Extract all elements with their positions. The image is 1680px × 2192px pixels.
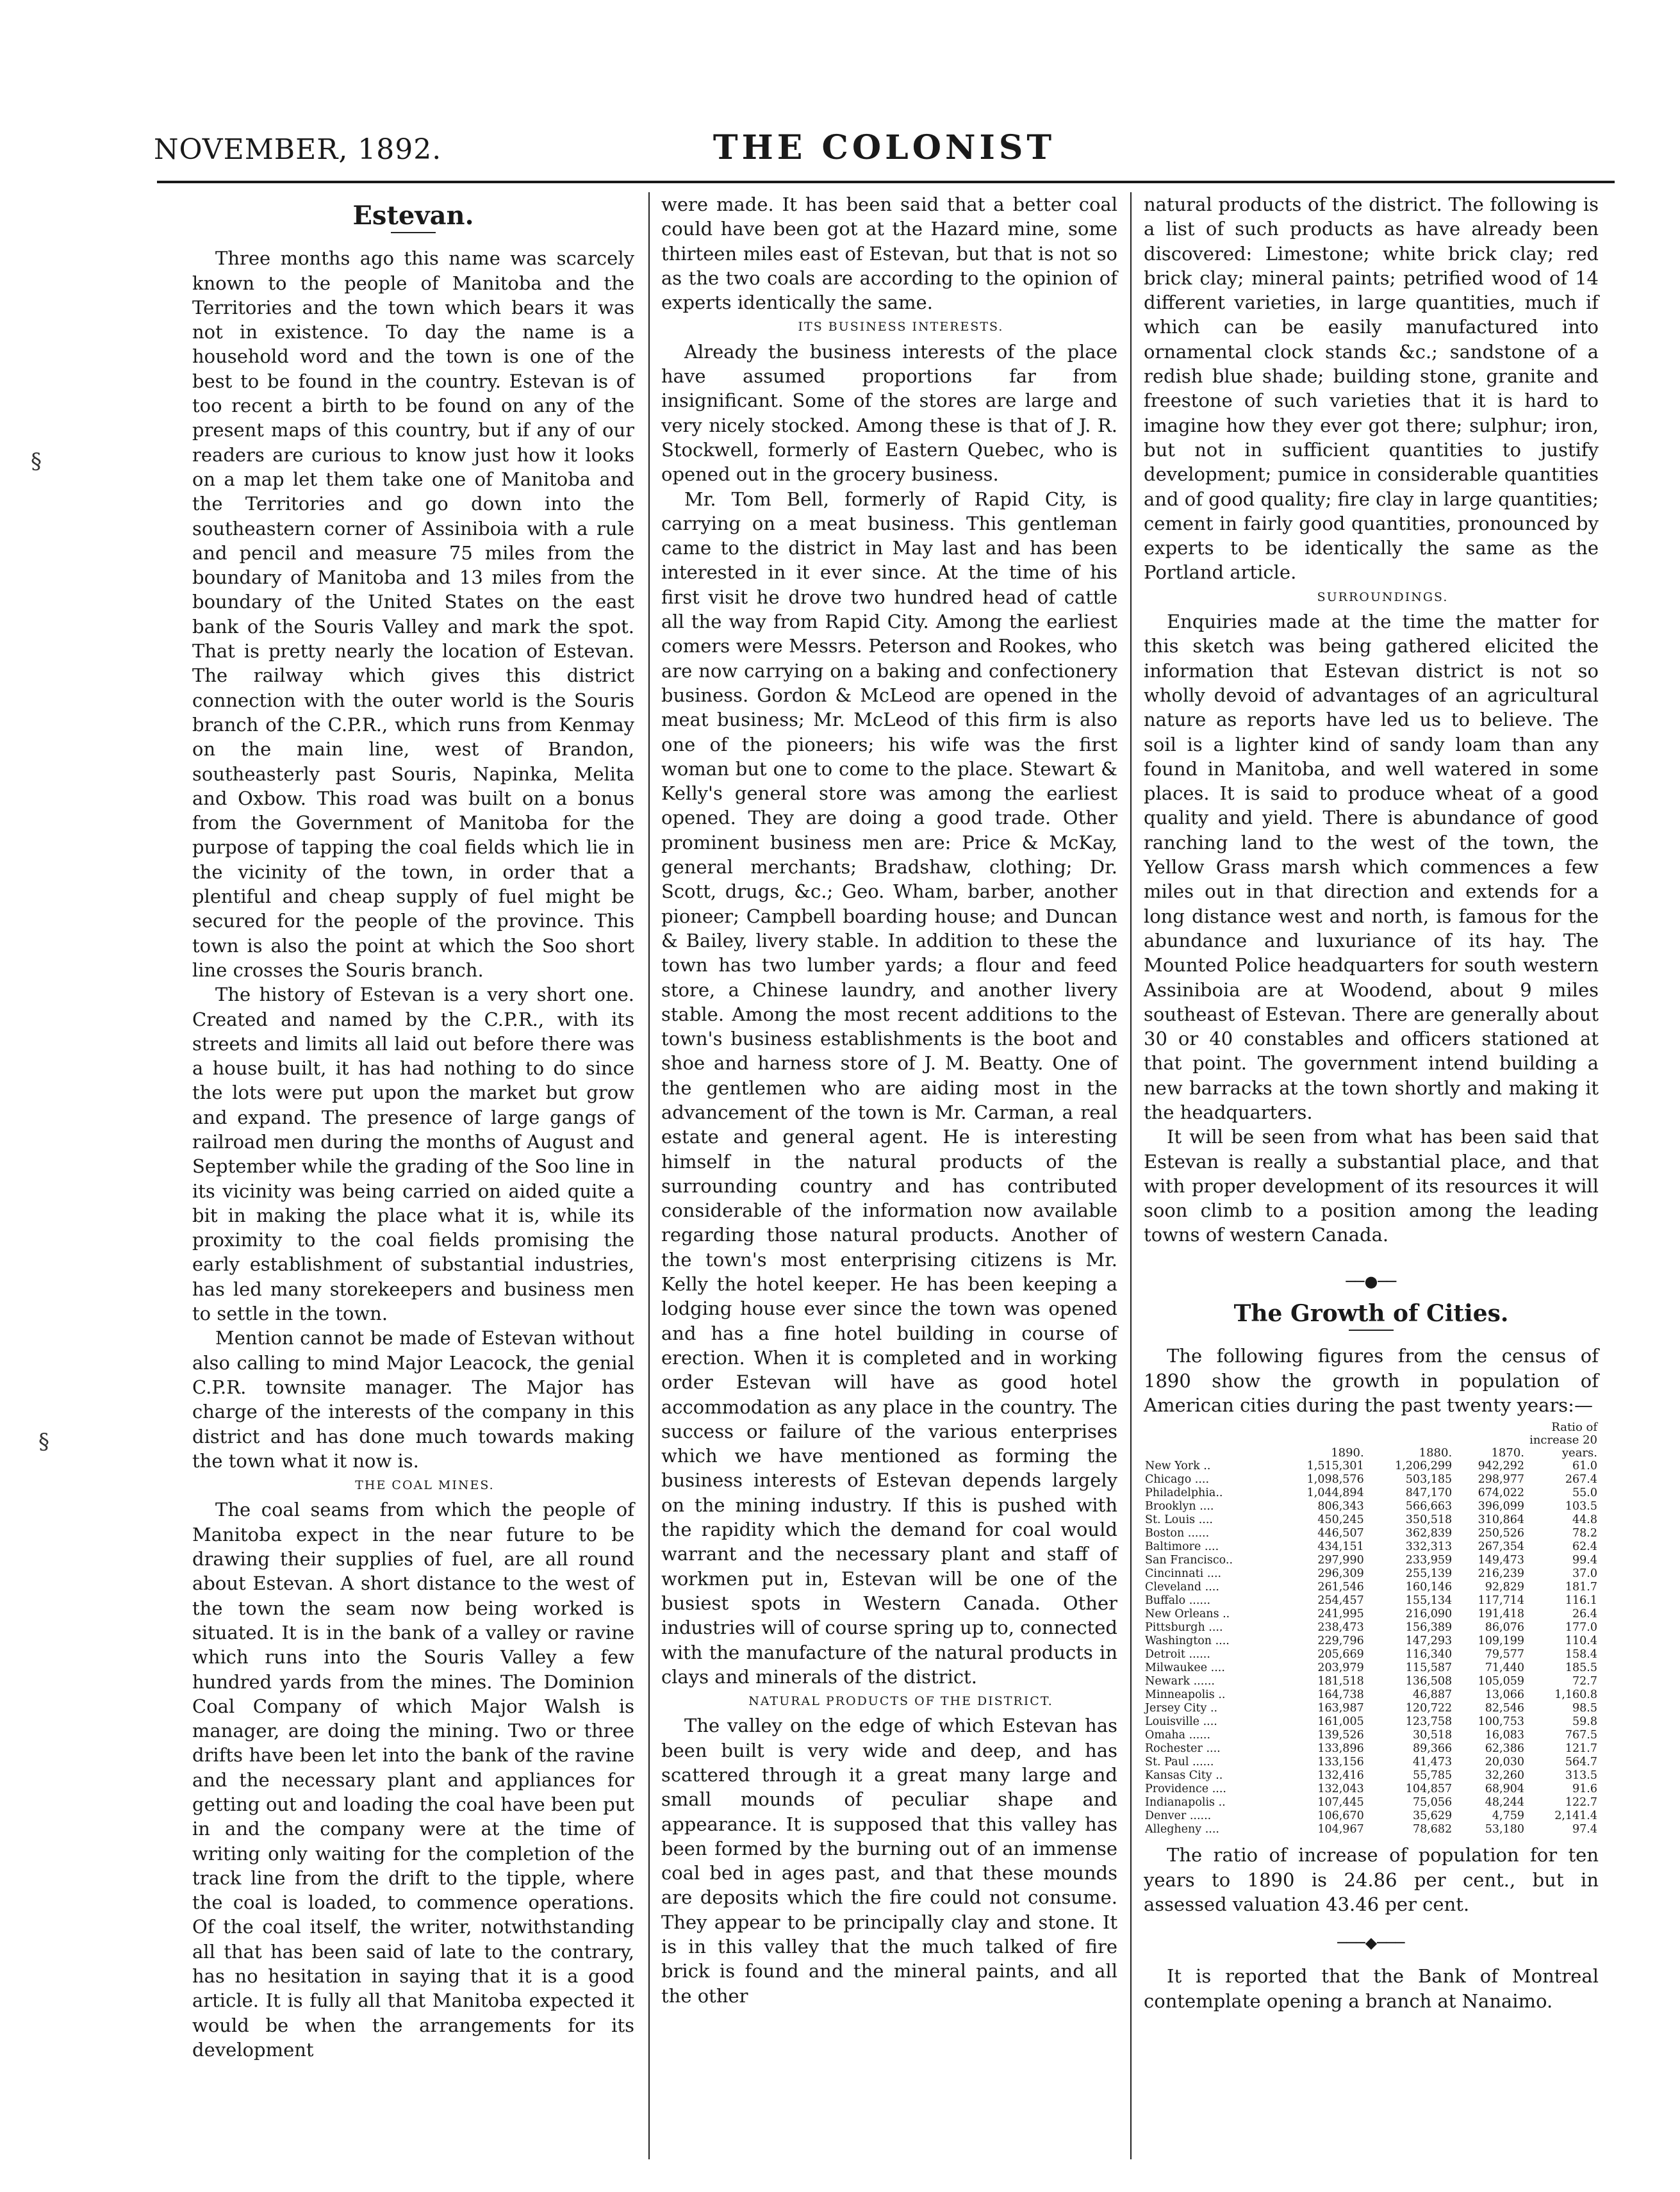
table-row	[1144, 1769, 1599, 1783]
population-cell: 98.5	[1572, 1702, 1597, 1715]
population-cell: 362,839	[1405, 1527, 1453, 1540]
population-cell: 41,473	[1412, 1756, 1453, 1769]
table-row	[1144, 1648, 1599, 1661]
population-cell: 205,669	[1317, 1648, 1364, 1661]
table-row	[1144, 1783, 1599, 1796]
city-name-cell: Louisville ....	[1145, 1715, 1217, 1729]
population-cell: 91.6	[1572, 1783, 1597, 1796]
column-header	[1144, 1421, 1277, 1460]
column-3	[1144, 192, 1599, 2013]
table-row	[1144, 1608, 1599, 1621]
population-cell: 30,518	[1412, 1729, 1453, 1742]
paragraph: Three months ago this name was scarcely known to the people of Manitoba and the Territories and the town which bears it was not in existence. To day the name is a household word and the town is one of the best to be found in the country. Estevan is of too recent a birth to be found on any of the present maps of this country, but if any of our readers are curious to know just how it looks on a map let them take one of Manitoba and the Territories and go down into the southeastern corner of Assiniboia with a rule and pencil and measure 75 miles from the boundary of Manitoba and 13 miles from the boundary of the United States on the east bank of the Souris Valley and mark the spot. That is pretty nearly the location of Estevan. The railway which gives this district connection with the outer world is the Souris branch of the C.P.R., which runs from Kenmay on the main line, west of Brandon, southeasterly past Souris, Napinka, Melita and Oxbow. This road was built on a bonus from the Government of Manitoba for the purpose of tapping the coal fields which lie in the vicinity of the town, in order that a plentiful and cheap supply of fuel might be secured for the people of the province. This town is also the point at which the Soo short line crosses the Souris branch.	[192, 247, 634, 981]
population-cell: 261,546	[1317, 1581, 1364, 1594]
population-cell: 161,005	[1317, 1715, 1364, 1729]
column-header: 1880.	[1419, 1446, 1453, 1460]
subheading: ITS BUSINESS INTERESTS.	[798, 320, 1004, 334]
city-name-cell: New York ..	[1145, 1460, 1211, 1473]
city-name-cell: Washington ....	[1145, 1635, 1230, 1648]
population-cell: 1,098,576	[1306, 1473, 1364, 1487]
population-cell: 107,445	[1317, 1796, 1364, 1809]
table-row	[1144, 1567, 1599, 1581]
population-cell: 191,418	[1478, 1608, 1524, 1621]
population-cell: 72.7	[1572, 1675, 1597, 1688]
population-cell: 241,995	[1317, 1608, 1364, 1621]
table-row	[1144, 1635, 1599, 1648]
population-cell: 62.4	[1572, 1540, 1597, 1554]
city-name-cell: Cleveland ....	[1145, 1581, 1219, 1594]
population-cell: 48,244	[1485, 1796, 1524, 1809]
population-cell: 78,682	[1412, 1823, 1453, 1836]
table-row	[1144, 1796, 1599, 1809]
table-row	[1144, 1661, 1599, 1675]
population-cell: 68,904	[1485, 1783, 1524, 1796]
population-cell: 332,313	[1405, 1540, 1453, 1554]
table-row	[1144, 1742, 1599, 1756]
header-rule	[157, 181, 1615, 183]
population-cell: 32,260	[1485, 1769, 1524, 1783]
population-cell: 149,473	[1478, 1554, 1524, 1567]
column-1	[192, 192, 634, 2062]
population-cell: 313.5	[1565, 1769, 1597, 1783]
table-row	[1144, 1473, 1599, 1487]
population-cell: 566,663	[1405, 1500, 1453, 1513]
population-cell: 99.4	[1572, 1554, 1597, 1567]
population-cell: 103.5	[1565, 1500, 1597, 1513]
table-header-row	[1144, 1421, 1599, 1460]
population-cell: 71,440	[1485, 1661, 1524, 1675]
population-cell: 106,670	[1317, 1809, 1364, 1823]
city-name-cell: St. Louis ....	[1145, 1513, 1213, 1527]
population-cell: 109,199	[1478, 1635, 1524, 1648]
population-cell: 120,722	[1405, 1702, 1453, 1715]
table-row	[1144, 1675, 1599, 1688]
margin-smudge: §	[31, 449, 42, 474]
population-cell: 16,083	[1485, 1729, 1524, 1742]
population-cell: 160,146	[1405, 1581, 1453, 1594]
column-header: 1870.	[1491, 1446, 1524, 1460]
subheading: NATURAL PRODUCTS OF THE DISTRICT.	[748, 1694, 1053, 1709]
population-cell: 1,515,301	[1306, 1460, 1364, 1473]
paragraph: Mention cannot be made of Estevan without also calling to mind Major Leacock, the genial C.P.R. townsite manager. The Major has charge of the interests of the company in this district and has done much towards making the town what it now is.	[192, 1327, 634, 1472]
table-row	[1144, 1729, 1599, 1742]
population-cell: 116.1	[1565, 1594, 1597, 1608]
population-cell: 46,887	[1412, 1688, 1453, 1702]
population-cell: 139,526	[1317, 1729, 1364, 1742]
table-row	[1144, 1487, 1599, 1500]
table-row	[1144, 1621, 1599, 1635]
population-cell: 164,738	[1317, 1688, 1364, 1702]
population-cell: 450,245	[1317, 1513, 1364, 1527]
page-header	[154, 128, 1615, 173]
population-cell: 55.0	[1572, 1487, 1597, 1500]
table-row	[1144, 1527, 1599, 1540]
city-name-cell: Newark ......	[1145, 1675, 1215, 1688]
population-cell: 1,206,299	[1395, 1460, 1453, 1473]
city-name-cell: Rochester ....	[1145, 1742, 1221, 1756]
city-name-cell: Milwaukee ....	[1145, 1661, 1225, 1675]
population-cell: 674,022	[1478, 1487, 1524, 1500]
population-cell: 942,292	[1478, 1460, 1524, 1473]
city-name-cell: Brooklyn ....	[1145, 1500, 1214, 1513]
census-table	[1144, 1421, 1599, 1836]
population-cell: 296,309	[1317, 1567, 1364, 1581]
paragraph: The history of Estevan is a very short one. Created and named by the C.P.R., with its streets and limits all laid out before there was a house built, it has had nothing to do since the lots were put upon the market but grow and expand. The presence of large gangs of railroad men during the months of August and September while the grading of the Soo line in its vicinity was being carried on aided quite a bit in making the place what it is, while its proximity to the coal fields promising the early establishment of substantial industries, has led many storekeepers and business men to settle in the town.	[192, 984, 634, 1325]
city-name-cell: Indianapolis ..	[1145, 1796, 1226, 1809]
population-cell: 13,066	[1485, 1688, 1524, 1702]
city-name-cell: Minneapolis ..	[1145, 1688, 1226, 1702]
paragraph: natural products of the district. The following is a list of such products as have already been discovered: Limestone; white brick clay; red brick clay; mineral paints; petrified wood of 14 different varieties, in large quantities, much if which can be easily manufactured into ornamental clock stands &c.; sandstone of a redish blue shade; building stone, granite and freestone of such varieties that it is hard to imagine how they ever got there; sulphur; iron, but not in sufficient quantities to justify development; pumice in considerable quantities and of good quality; fire clay in large quantities; cement in fairly good quantities, pronounced by experts to be identically the same as the Portland article.	[1144, 194, 1599, 584]
population-cell: 155,134	[1405, 1594, 1453, 1608]
population-cell: 238,473	[1317, 1621, 1364, 1635]
table-row	[1144, 1809, 1599, 1823]
population-cell: 55,785	[1412, 1769, 1453, 1783]
city-name-cell: San Francisco..	[1145, 1554, 1233, 1567]
population-cell: 310,864	[1478, 1513, 1524, 1527]
population-cell: 59.8	[1572, 1715, 1597, 1729]
population-cell: 216,090	[1405, 1608, 1453, 1621]
city-name-cell: Cincinnati ....	[1145, 1567, 1222, 1581]
population-cell: 233,959	[1405, 1554, 1453, 1567]
population-cell: 75,056	[1412, 1796, 1453, 1809]
population-cell: 158.4	[1565, 1648, 1597, 1661]
population-cell: 254,457	[1317, 1594, 1364, 1608]
paragraph: The coal seams from which the people of Manitoba expect in the near future to be drawing their supplies of fuel, are all round about Estevan. A short distance to the west of the town the seam now being worked is situated. It is in the bank of a valley or ravine which runs into the Souris Valley a few hundred yards from the mines. The Dominion Coal Company of which Major Walsh is manager, are doing the mining. Two or three drifts have been let into the bank of the ravine and the necessary plant and appliances for getting out and loading the coal have been put in and the company were at the time of writing only waiting for the completion of the track line from the drift to the tipple, where the coal is loaded, to commence operations. Of the coal itself, the writer, notwithstanding all that has been said of late to the contrary, has no hesitation in saying that it is a good article. It is fully all that Manitoba expected it would be when the arrangements for its development	[192, 1499, 634, 2061]
table-row	[1144, 1500, 1599, 1513]
ornament-divider: ───◆───	[1337, 1934, 1405, 1952]
population-cell: 78.2	[1572, 1527, 1597, 1540]
population-cell: 115,587	[1405, 1661, 1453, 1675]
table-row	[1144, 1823, 1599, 1836]
paragraph: The valley on the edge of which Estevan has been built is very wide and deep, and has scattered through it a great many large and small mounds of peculiar shape and appearance. It is supposed that this valley has been formed by the burning out of an immense coal bed in ages past, and that these mounds are deposits which the fire could not consume. They appear to be principally clay and stone. It is in this valley that the much talked of fire brick is found and the mineral paints, and all the other	[661, 1715, 1117, 2007]
city-name-cell: New Orleans ..	[1145, 1608, 1230, 1621]
column-2	[661, 192, 1117, 2008]
city-name-cell: Pittsburgh ....	[1145, 1621, 1223, 1635]
paragraph: Already the business interests of the place have assumed proportions far from insignificant. Some of the stores are large and very nicely stocked. Among these is that of J. R. Stockwell, formerly of Eastern Quebec, who is opened out in the grocery business.	[661, 340, 1117, 486]
population-cell: 434,151	[1317, 1540, 1364, 1554]
population-cell: 123,758	[1405, 1715, 1453, 1729]
population-cell: 229,796	[1317, 1635, 1364, 1648]
table-row	[1144, 1513, 1599, 1527]
population-cell: 104,857	[1405, 1783, 1453, 1796]
population-cell: 250,526	[1478, 1527, 1524, 1540]
population-cell: 132,416	[1317, 1769, 1364, 1783]
article-title: Estevan.	[352, 201, 474, 231]
paragraph: The following figures from the census of 1890 show the growth in population of American cities during the past twenty years:—	[1144, 1345, 1599, 1416]
population-cell: 185.5	[1565, 1661, 1597, 1675]
city-name-cell: Chicago ....	[1145, 1473, 1210, 1487]
table-row	[1144, 1688, 1599, 1702]
population-cell: 203,979	[1317, 1661, 1364, 1675]
population-cell: 177.0	[1565, 1621, 1597, 1635]
population-cell: 82,546	[1485, 1702, 1524, 1715]
column-header: 1890.	[1331, 1446, 1364, 1460]
population-cell: 62,386	[1485, 1742, 1524, 1756]
table-row	[1144, 1581, 1599, 1594]
population-cell: 564.7	[1565, 1756, 1597, 1769]
city-name-cell: Kansas City ..	[1145, 1769, 1223, 1783]
table-row	[1144, 1756, 1599, 1769]
population-cell: 89,366	[1412, 1742, 1453, 1756]
population-cell: 181.7	[1565, 1581, 1597, 1594]
population-cell: 806,343	[1317, 1500, 1364, 1513]
population-cell: 216,239	[1478, 1567, 1524, 1581]
population-cell: 133,156	[1317, 1756, 1364, 1769]
population-cell: 44.8	[1572, 1513, 1597, 1527]
paragraph: were made. It has been said that a better coal could have been got at the Hazard mine, some thirteen miles east of Estevan, but that is not so as the two coals are according to the opinion of experts identically the same.	[661, 194, 1117, 314]
population-cell: 122.7	[1565, 1796, 1597, 1809]
population-cell: 136,508	[1405, 1675, 1453, 1688]
table-row	[1144, 1540, 1599, 1554]
population-cell: 396,099	[1478, 1500, 1524, 1513]
column-rule	[648, 192, 650, 2159]
paragraph: Mr. Tom Bell, formerly of Rapid City, is carrying on a meat business. This gentleman came to the district in May last and has been interested in it ever since. At the time of his first visit he drove two hundred head of cattle all the way from Rapid City. Among the earliest comers were Messrs. Peterson and Rookes, who are now carrying on a baking and confectionery business. Gordon & McLeod are opened in the meat business; Mr. McLeod of this firm is also one of the pioneers; his wife was the first woman but one to come to the place. Stewart & Kelly's general store was among the earliest opened. They are doing a good trade. Other prominent business men are: Price & McKay, general merchants; Bradshaw, clothing; Dr. Scott, drugs, &c.; Geo. Wham, barber, another pioneer; Campbell boarding house; and Duncan & Bailey, livery stable. In addition to these the town has two lumber yards; a flour and feed store, a Chinese laundry, and another livery stable. Among the most recent additions to the town's business establishments is the boot and shoe and harness store of J. M. Beatty. One of the gentlemen who are aiding most in the advancement of the town is Mr. Carman, a real estate and general agent. He is interesting himself in the natural products of the surrounding country and has contributed considerable of the information now available regarding those natural products. Another of the town's most enterprising citizens is Mr. Kelly the hotel keeper. He has been keeping a lodging house ever since the town was opened and has a fine hotel building in course of erection. When it is completed and in working order Estevan will have as good hotel accommodation as any place in the country. The success or failure of the various enterprises which we have mentioned as forming the business interests of Estevan depends largely on the mining industry. If this is pushed with the rapidity which the demand for coal would warrant and the necessary plant and staff of workmen put in, Estevan will be one of the busiest spots in Western Canada. Other industries will of course spring up to, connected with the manufacture of the natural products in clays and minerals of the district.	[661, 488, 1117, 1688]
population-cell: 37.0	[1572, 1567, 1597, 1581]
population-cell: 116,340	[1405, 1648, 1453, 1661]
subheading: THE COAL MINES.	[355, 1478, 495, 1493]
city-name-cell: Jersey City ..	[1145, 1702, 1218, 1715]
population-cell: 267.4	[1565, 1473, 1597, 1487]
subheading: SURROUNDINGS.	[1317, 589, 1449, 604]
population-cell: 503,185	[1405, 1473, 1453, 1487]
population-cell: 298,977	[1478, 1473, 1524, 1487]
population-cell: 163,987	[1317, 1702, 1364, 1715]
title-rule	[391, 232, 436, 233]
margin-smudge: §	[38, 1429, 49, 1454]
table-row	[1144, 1460, 1599, 1473]
population-cell: 105,059	[1478, 1675, 1524, 1688]
population-cell: 79,577	[1485, 1648, 1524, 1661]
population-cell: 847,170	[1405, 1487, 1453, 1500]
population-cell: 267,354	[1478, 1540, 1524, 1554]
table-row	[1144, 1702, 1599, 1715]
population-cell: 255,139	[1405, 1567, 1453, 1581]
population-cell: 61.0	[1572, 1460, 1597, 1473]
population-cell: 97.4	[1572, 1823, 1597, 1836]
population-cell: 132,043	[1317, 1783, 1364, 1796]
article-title: The Growth of Cities.	[1233, 1300, 1509, 1328]
population-cell: 1,044,894	[1306, 1487, 1364, 1500]
population-cell: 133,896	[1317, 1742, 1364, 1756]
population-cell: 181,518	[1317, 1675, 1364, 1688]
population-cell: 4,759	[1492, 1809, 1524, 1823]
newspaper-title: THE COLONIST	[712, 128, 1056, 167]
population-cell: 2,141.4	[1554, 1809, 1597, 1823]
issue-date: NOVEMBER, 1892.	[154, 133, 442, 166]
population-cell: 53,180	[1485, 1823, 1524, 1836]
paragraph: The ratio of increase of population for ten years to 1890 is 24.86 per cent., but in assessed valuation 43.46 per cent.	[1144, 1844, 1599, 1915]
population-cell: 446,507	[1317, 1527, 1364, 1540]
city-name-cell: Providence ....	[1145, 1783, 1226, 1796]
city-name-cell: Philadelphia..	[1145, 1487, 1223, 1500]
column-header: Ratio of increase 20 years.	[1529, 1421, 1597, 1460]
population-cell: 297,990	[1317, 1554, 1364, 1567]
city-name-cell: Boston ......	[1145, 1527, 1210, 1540]
paragraph: It is reported that the Bank of Montreal contemplate opening a branch at Nanaimo.	[1144, 1965, 1599, 2012]
population-cell: 100,753	[1478, 1715, 1524, 1729]
population-cell: 156,389	[1405, 1621, 1453, 1635]
population-cell: 767.5	[1565, 1729, 1597, 1742]
population-cell: 1,160.8	[1554, 1688, 1597, 1702]
table-row	[1144, 1554, 1599, 1567]
paragraph: It will be seen from what has been said that Estevan is really a substantial place, and that with proper development of its resources it will soon climb to a position among the leading towns of western Canada.	[1144, 1126, 1599, 1246]
ornament-divider: ──●──	[1346, 1272, 1397, 1290]
paragraph: Enquiries made at the time the matter for this sketch was being gathered elicited the information that Estevan district is not so wholly devoid of advantages of an agricultural nature as reports have led us to believe. The soil is a lighter kind of sandy loam than any found in Manitoba, and well watered in some places. It is said to produce wheat of a good quality and yield. There is abundance of good ranching land to the west of the town, the Yellow Grass marsh which commences a few miles out in that direction and extends for a long distance west and north, is famous for the abundance and luxuriance of its hay. The Mounted Police headquarters for south western Assiniboia are at Woodend, about 9 miles southeast of Estevan. There are generally about 30 or 40 constables and officers stationed at that point. The government intend building a new barracks at the town shortly and making it the headquarters.	[1144, 611, 1599, 1123]
column-rule	[1130, 192, 1132, 2159]
city-name-cell: Detroit ......	[1145, 1648, 1210, 1661]
population-cell: 147,293	[1405, 1635, 1453, 1648]
table-row	[1144, 1715, 1599, 1729]
population-cell: 121.7	[1565, 1742, 1597, 1756]
population-cell: 86,076	[1485, 1621, 1524, 1635]
population-cell: 35,629	[1412, 1809, 1453, 1823]
population-cell: 104,967	[1317, 1823, 1364, 1836]
population-cell: 117,714	[1478, 1594, 1524, 1608]
city-name-cell: Baltimore ....	[1145, 1540, 1219, 1554]
city-name-cell: Allegheny ....	[1145, 1823, 1219, 1836]
city-name-cell: Buffalo ......	[1145, 1594, 1211, 1608]
table-row	[1144, 1594, 1599, 1608]
population-cell: 350,518	[1405, 1513, 1453, 1527]
city-name-cell: Denver ......	[1145, 1809, 1212, 1823]
city-name-cell: Omaha ......	[1145, 1729, 1211, 1742]
population-cell: 92,829	[1485, 1581, 1524, 1594]
population-cell: 20,030	[1485, 1756, 1524, 1769]
title-rule	[1349, 1330, 1394, 1331]
population-cell: 110.4	[1565, 1635, 1597, 1648]
city-name-cell: St. Paul ......	[1145, 1756, 1214, 1769]
population-cell: 26.4	[1572, 1608, 1597, 1621]
